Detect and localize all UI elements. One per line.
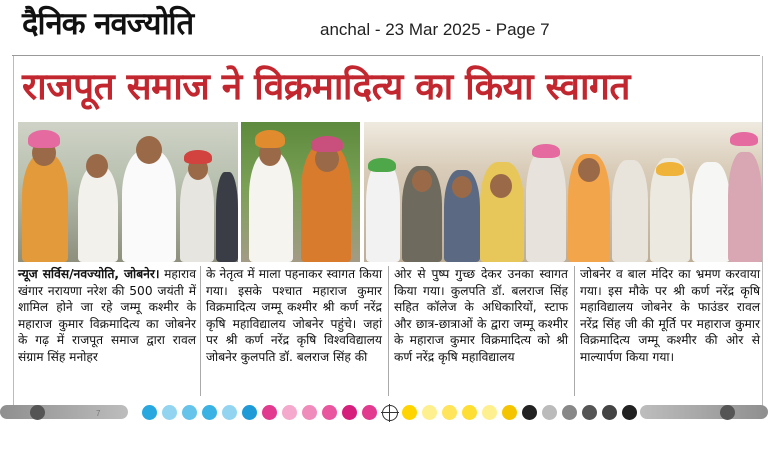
color-swatch <box>242 405 257 420</box>
color-swatch <box>342 405 357 420</box>
color-swatch <box>462 405 477 420</box>
photo-garland-ceremony[interactable] <box>241 122 360 262</box>
masthead <box>8 0 760 50</box>
color-swatch <box>282 405 297 420</box>
newspaper-logo: दैनिक नवज्योति <box>22 6 194 42</box>
color-swatch <box>562 405 577 420</box>
color-swatch <box>302 405 317 420</box>
page-marker: 7 <box>96 409 101 418</box>
color-swatch <box>162 405 177 420</box>
color-swatch <box>442 405 457 420</box>
color-swatch <box>182 405 197 420</box>
registration-dot <box>720 405 735 420</box>
left-border <box>13 56 14 408</box>
color-swatch <box>622 405 637 420</box>
color-swatch <box>222 405 237 420</box>
edition-info: anchal - 23 Mar 2025 - Page 7 <box>320 20 550 39</box>
color-swatch <box>402 405 417 420</box>
article-column-2: के नेतृत्व में माला पहनाकर स्वागत किया गया। इसके पश्चात महाराज कुमार विक्रमादित्य जम्मू कश्मीर श्री कर्ण नरेंद्र कृषि महाविद्यालय जोबनेर पहुंचे। जहां पर श्री कर्ण नरेंद्र कृषि विश्वविद्यालय जोबनेर कुलपति डॉ. बलराज सिंह की <box>206 267 382 364</box>
color-swatch <box>202 405 217 420</box>
column-divider <box>200 266 201 396</box>
top-rule <box>12 55 760 56</box>
photo-welcome-garland[interactable] <box>18 122 238 262</box>
print-color-bar <box>0 405 768 419</box>
registration-target-icon <box>382 405 398 421</box>
color-swatch <box>322 405 337 420</box>
article-column-4: जोबनेर व बाल मंदिर का भ्रमण करवाया गया। इस मौके पर श्री कर्ण नरेंद्र कृषि महाविद्यालय जोबनेर के फाउंडर रावल नरेंद्र सिंह जी की मूर्ति पर महाराज कुमार विक्रमादित्य जम्मू कश्मीर की ओर से माल्यार्पण किया गया। <box>580 267 760 364</box>
color-swatch <box>502 405 517 420</box>
color-swatch <box>582 405 597 420</box>
column-divider <box>574 266 575 396</box>
article-headline: राजपूत समाज ने विक्रमादित्य का किया स्वागत <box>22 65 630 108</box>
registration-dot <box>30 405 45 420</box>
grey-strip-left <box>0 405 128 419</box>
color-swatch <box>482 405 497 420</box>
article-column-3: ओर से पुष्प गुच्छ देकर उनका स्वागत किया गया। कुलपति डॉ. बलराज सिंह सहित कॉलेज के अधिकारियों, स्टाफ और छात्र-छात्राओं के द्वारा जम्मू कश्मीर के महाराज कुमार विक्रमादित्य को श्री कर्ण नरेंद्र कृषि महाविद्यालय <box>394 267 568 364</box>
article-body <box>18 266 760 400</box>
article-column-1-text: महाराव खंगार नरायणा नरेश की 500 जयंती में शामिल होने जा रहे जम्मू कश्मीर के महाराज कुमार विक्रमादित्य का जोबनेर के गढ़ में राजपूत समाज द्वारा रावल संग्राम सिंह मनोहर <box>18 267 196 364</box>
color-swatch <box>142 405 157 420</box>
color-swatch <box>262 405 277 420</box>
color-swatch <box>542 405 557 420</box>
color-swatch <box>522 405 537 420</box>
grey-strip-right <box>640 405 768 419</box>
article-column-1 <box>18 266 196 365</box>
article-byline: न्यूज सर्विस/नवज्योति, जोबनेर। <box>18 267 160 281</box>
right-border <box>762 56 763 408</box>
color-swatch <box>602 405 617 420</box>
photo-college-welcome[interactable] <box>364 122 762 262</box>
color-swatch <box>422 405 437 420</box>
column-divider <box>388 266 389 396</box>
color-swatch <box>362 405 377 420</box>
